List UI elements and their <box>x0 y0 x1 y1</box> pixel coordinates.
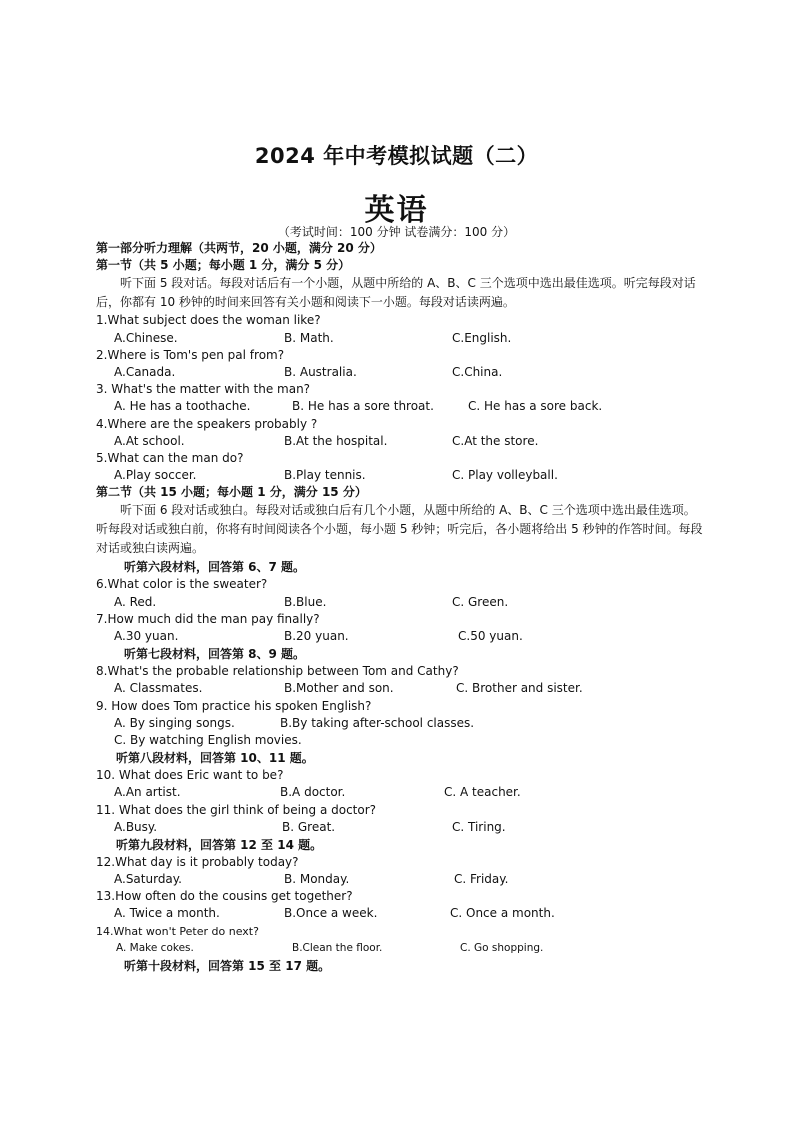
material-instruction: 听第六段材料，回答第 6、7 题。 <box>124 560 306 575</box>
option-c: C. By watching English movies. <box>114 732 302 747</box>
option-a: A.30 yuan. <box>114 629 179 643</box>
answer-options <box>96 905 706 922</box>
section-heading: 第二节（共 15 小题；每小题 1 分，满分 15 分） <box>96 485 367 500</box>
answer-options <box>96 594 706 611</box>
option-b: B.At the hospital. <box>284 433 388 448</box>
option-a: A.At school. <box>114 433 185 448</box>
answer-options <box>96 732 706 749</box>
exam-title: 2024 年中考模拟试题（二） <box>254 144 539 168</box>
option-b: B.Blue. <box>284 594 327 609</box>
answer-options <box>96 398 706 415</box>
option-c: C.50 yuan. <box>458 629 523 643</box>
option-a: A. Twice a month. <box>114 906 220 921</box>
option-b: B.20 yuan. <box>284 629 349 643</box>
option-c: C. Brother and sister. <box>456 681 583 696</box>
answer-options <box>96 940 706 957</box>
section-heading: 第一节（共 5 小题；每小题 1 分，满分 5 分） <box>96 258 351 273</box>
option-a: A. Make cokes. <box>116 941 194 954</box>
section-instructions: 听下面 5 段对话。每段对话后有一个小题，从题中所给的 A、B、C 三个选项中选出最佳选项。听完每段对话后，你都有 10 秒钟的时间来回答有关小题和阅读下一小题。每段对话读两遍。 <box>96 276 696 310</box>
question-text: 13.How often do the cousins get together? <box>96 889 353 904</box>
part-heading: 第一部分听力理解（共两节，20 小题，满分 20 分） <box>96 241 382 255</box>
option-c: C. Go shopping. <box>460 941 544 954</box>
material-instruction: 听第七段材料，回答第 8、9 题。 <box>124 647 306 662</box>
question-text: 10. What does Eric want to be? <box>96 768 284 783</box>
option-b: B.Once a week. <box>284 906 378 921</box>
question-text: 2.Where is Tom's pen pal from? <box>96 347 285 362</box>
answer-options <box>96 819 706 836</box>
option-a: A. Classmates. <box>114 681 203 696</box>
question-text: 3. What's the matter with the man? <box>96 382 311 397</box>
exam-info: （考试时间：100 分钟 试卷满分：100 分） <box>277 225 516 239</box>
question-text: 11. What does the girl think of being a doctor? <box>96 802 377 817</box>
material-instruction: 听第八段材料，回答第 10、11 题。 <box>116 751 314 766</box>
option-a: A. By singing songs. <box>114 715 235 730</box>
question-text: 5.What can the man do? <box>96 450 244 465</box>
question-text: 4.Where are the speakers probably ? <box>96 416 318 431</box>
question-text: 1.What subject does the woman like? <box>96 313 321 328</box>
option-b: B.Clean the floor. <box>292 941 383 954</box>
question-text: 6.What color is the sweater? <box>96 577 268 592</box>
option-a: A. He has a toothache. <box>114 399 251 414</box>
option-a: A. Red. <box>114 594 157 609</box>
question-text: 12.What day is it probably today? <box>96 854 299 869</box>
exam-content <box>96 240 706 975</box>
option-b: B.Play tennis. <box>284 468 366 483</box>
option-a: A.Busy. <box>114 819 158 834</box>
option-a: A.Saturday. <box>114 872 182 887</box>
option-c: C.English. <box>452 330 512 345</box>
option-c: C. Green. <box>452 594 509 609</box>
option-b: B. Monday. <box>284 872 350 887</box>
option-b: B. Great. <box>282 819 336 834</box>
option-b: B. Math. <box>284 330 334 345</box>
option-c: C. Tiring. <box>452 819 506 834</box>
subject-title: 英语 <box>364 193 429 228</box>
option-c: C. Once a month. <box>450 906 555 921</box>
option-c: C. Play volleyball. <box>452 468 558 483</box>
option-b: B.Mother and son. <box>284 681 394 696</box>
answer-options <box>96 784 706 801</box>
option-c: C. A teacher. <box>444 785 521 800</box>
option-b: B. He has a sore throat. <box>292 399 434 414</box>
option-c: C. He has a sore back. <box>468 399 603 414</box>
answer-options <box>96 467 706 484</box>
option-a: A.Canada. <box>114 364 176 379</box>
option-a: A.Chinese. <box>114 330 178 345</box>
answer-options <box>96 715 706 732</box>
question-text: 7.How much did the man pay finally? <box>96 611 320 626</box>
material-instruction: 听第十段材料，回答第 15 至 17 题。 <box>124 959 331 973</box>
answer-options <box>96 330 706 347</box>
section-instructions: 听下面 6 段对话或独白。每段对话或独白后有几个小题，从题中所给的 A、B、C 三个选项中选出最佳选项。听每段对话或独白前，你将有时间阅读各个小题，每小题 5 秒钟；听完后，各小题将给出 5 秒钟的作答时间。每段对话或独白读两遍。 <box>96 503 703 556</box>
option-a: A.Play soccer. <box>114 468 197 483</box>
answer-options <box>96 433 706 450</box>
option-c: C.China. <box>452 364 503 379</box>
option-b: B.By taking after-school classes. <box>280 715 475 730</box>
question-text: 8.What's the probable relationship between Tom and Cathy? <box>96 664 459 679</box>
answer-options <box>96 364 706 381</box>
option-c: C.At the store. <box>452 433 539 448</box>
question-text: 9. How does Tom practice his spoken English? <box>96 698 372 713</box>
option-b: B. Australia. <box>284 364 357 379</box>
option-b: B.A doctor. <box>280 785 346 800</box>
answer-options <box>96 680 706 697</box>
option-c: C. Friday. <box>454 872 509 887</box>
answer-options <box>96 628 706 645</box>
question-text: 14.What won't Peter do next? <box>96 924 259 938</box>
option-a: A.An artist. <box>114 785 181 800</box>
material-instruction: 听第九段材料，回答第 12 至 14 题。 <box>116 837 323 852</box>
answer-options <box>96 871 706 888</box>
